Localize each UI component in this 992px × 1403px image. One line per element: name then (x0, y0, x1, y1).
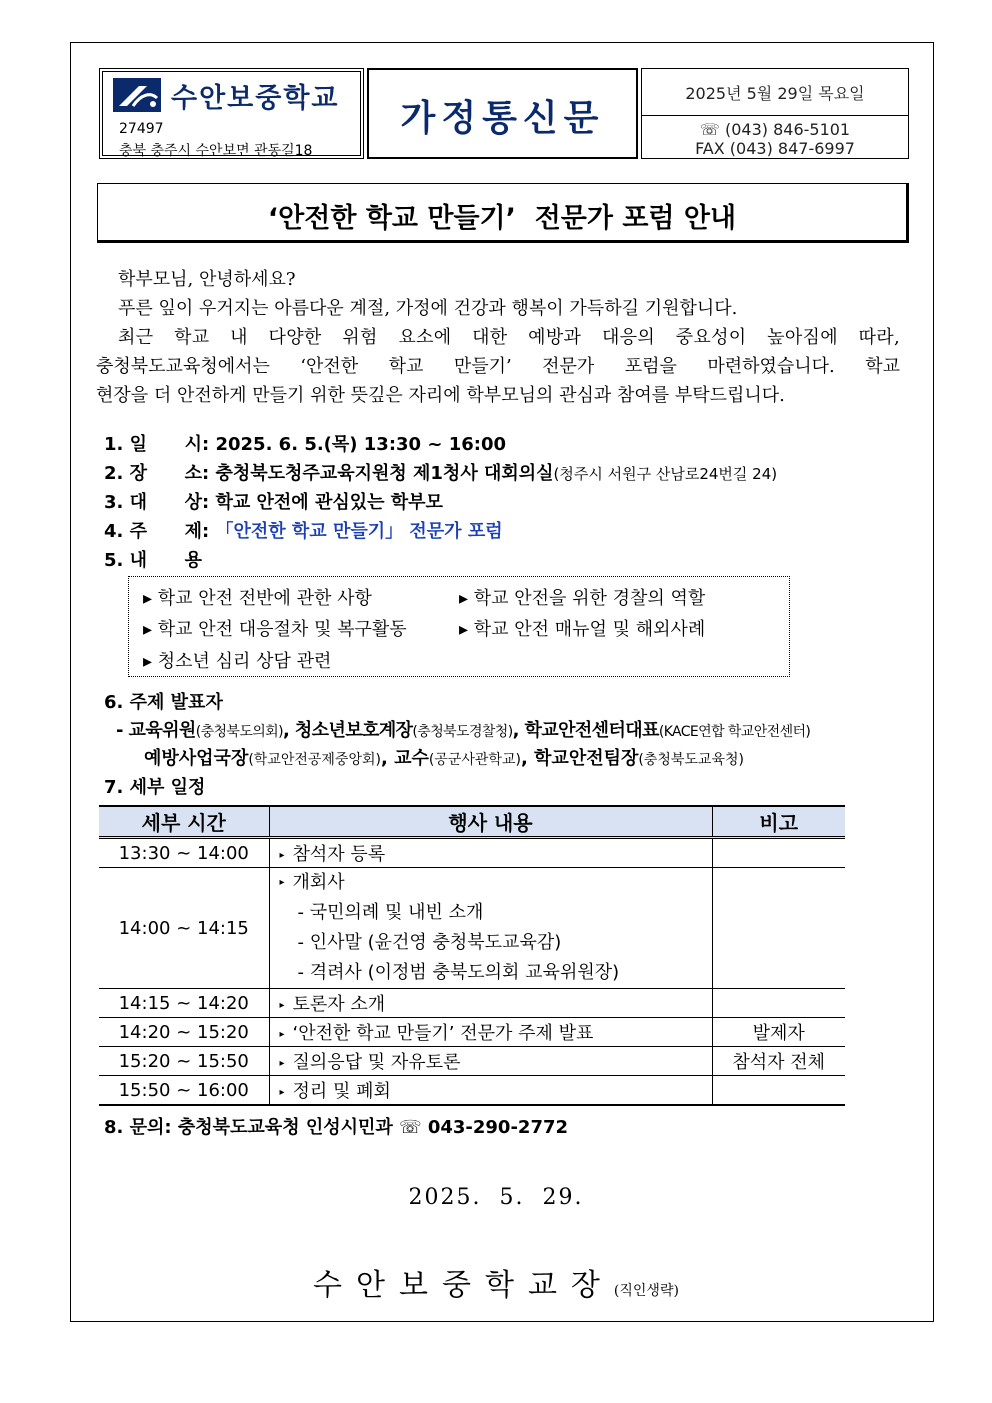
time-cell: 14:15 ~ 14:20 (99, 989, 269, 1018)
schedule-table (99, 805, 845, 1106)
column-header: 행사 내용 (269, 806, 712, 838)
doc-type: 가정통신문 (400, 98, 605, 139)
column-header: 비고 (712, 806, 845, 838)
event-target: 학교 안전에 관심있는 학부모 (215, 492, 443, 513)
body-line-3: 최근 학교 내 다양한 위험 요소에 대한 예방과 대응의 중요성이 높아짐에 따라, (118, 327, 900, 348)
bullet-icon: ▸ (279, 849, 285, 861)
inquiry: 8. 문의: 충청북도교육청 인성시민과 ☏ 043-290-2772 (104, 1117, 569, 1138)
table-header-row (99, 806, 845, 838)
bullet-icon: ▸ (279, 877, 285, 888)
note-cell: 발제자 (712, 1018, 845, 1047)
title-box (97, 183, 909, 243)
time-cell: 14:00 ~ 14:15 (99, 868, 269, 989)
bullet-icon: ▸ (279, 1057, 285, 1069)
doc-title: ‘안전한 학교 만들기’ 전문가 포럼 안내 (267, 203, 737, 234)
item-content: 5. 내 용 (104, 550, 203, 571)
table-row (99, 868, 845, 989)
bullet-icon: ▸ (279, 999, 285, 1011)
seal-note: (직인생략) (613, 1283, 679, 1299)
doc-type-box (367, 68, 638, 159)
table-row (99, 838, 845, 868)
phone-number: ☏ (043) 846-5101 (699, 120, 851, 139)
school-name: 수안보중학교 (171, 83, 340, 114)
content-cell: ▸ ‘안전한 학교 만들기’ 전문가 주제 발표 (269, 1018, 712, 1047)
schedule-heading: 7. 세부 일정 (104, 777, 206, 798)
presenters-line-1: - 교육위원(충청북도의회), 청소년보호계장(충청북도경찰청), 학교안전센터대표(KACE연합 학교안전센터) (116, 720, 811, 741)
bullet-icon: ▸ (279, 1028, 285, 1040)
content-cell: ▸ 개회사 - 국민의례 및 내빈 소개 - 인사말 (윤건영 충청북도교육감) - 격려사 (이정범 충북도의회 교육위원장) (269, 868, 712, 989)
event-date: 2025. 6. 5.(목) 13:30 ~ 16:00 (215, 434, 506, 455)
content-item: ▸ 학교 안전 대응절차 및 복구활동 (143, 619, 407, 640)
body-line-5: 현장을 더 안전하게 만들기 위한 뜻깊은 자리에 학부모님의 관심과 참여를 부탁드립니다. (96, 385, 785, 406)
content-list-box (128, 576, 790, 677)
content-item: ▸ 학교 안전을 위한 경찰의 역할 (459, 588, 706, 609)
time-cell: 13:30 ~ 14:00 (99, 838, 269, 868)
body-line-2: 푸른 잎이 우거지는 아름다운 계절, 가정에 건강과 행복이 가득하길 기원합니다. (118, 298, 738, 319)
zip-code: 27497 (119, 121, 164, 137)
note-cell (712, 1076, 845, 1106)
presenters-line-2: 예방사업국장(학교안전공제중앙회), 교수(공군사관학교), 학교안전팀장(충청북도교육청) (144, 748, 744, 769)
event-topic: 「안전한 학교 만들기」 전문가 포럼 (215, 521, 503, 542)
event-place-detail: (청주시 서원구 산남로24번길 24) (553, 465, 778, 483)
item-date: 1. 일 시: 2025. 6. 5.(목) 13:30 ~ 16:00 (104, 434, 506, 455)
item-target: 3. 대 상: 학교 안전에 관심있는 학부모 (104, 492, 443, 513)
time-cell: 14:20 ~ 15:20 (99, 1018, 269, 1047)
greeting: 학부모님, 안녕하세요? (118, 269, 296, 290)
school-address: 충북 충주시 수안보면 관동길18 (119, 143, 313, 159)
content-item: ▸ 청소년 심리 상담 관련 (143, 651, 332, 672)
table-row (99, 1076, 845, 1106)
item-topic: 4. 주 제: 「안전한 학교 만들기」 전문가 포럼 (104, 521, 503, 542)
item-place: 2. 장 소: 충청북도청주교육지원청 제1청사 대회의실(청주시 서원구 산남로24번길 24) (104, 463, 778, 484)
bullet-icon: ▸ (279, 1086, 285, 1098)
contact-box (641, 68, 909, 159)
time-cell: 15:20 ~ 15:50 (99, 1047, 269, 1076)
content-cell: ▸ 참석자 등록 (269, 838, 712, 868)
table-row (99, 1047, 845, 1076)
issue-date-header: 2025년 5월 29일 목요일 (685, 84, 865, 103)
column-header: 세부 시간 (99, 806, 269, 838)
content-cell: ▸ 정리 및 폐회 (269, 1076, 712, 1106)
table-row (99, 1018, 845, 1047)
content-cell: ▸ 질의응답 및 자유토론 (269, 1047, 712, 1076)
presenters-heading: 6. 주제 발표자 (104, 692, 223, 713)
note-cell (712, 989, 845, 1018)
school-logo-icon (113, 78, 161, 112)
body-line-4: 충청북도교육청에서는 ‘안전한 학교 만들기’ 전문가 포럼을 마련하였습니다. 학교 (96, 356, 900, 377)
note-cell: 참석자 전체 (712, 1047, 845, 1076)
school-info-box (99, 68, 364, 159)
issue-date: 2025. 5. 29. (408, 1185, 584, 1210)
note-cell (712, 868, 845, 989)
content-item: ▸ 학교 안전 매뉴얼 및 해외사례 (459, 619, 706, 640)
table-row (99, 989, 845, 1018)
time-cell: 15:50 ~ 16:00 (99, 1076, 269, 1106)
fax-number: FAX (043) 847-6997 (695, 139, 855, 158)
content-cell: ▸ 토론자 소개 (269, 989, 712, 1018)
note-cell (712, 838, 845, 868)
event-place: 충청북도청주교육지원청 제1청사 대회의실 (215, 463, 554, 484)
content-item: ▸ 학교 안전 전반에 관한 사항 (143, 588, 372, 609)
principal-signature: 수안보중학교장(직인생략) (313, 1268, 679, 1303)
